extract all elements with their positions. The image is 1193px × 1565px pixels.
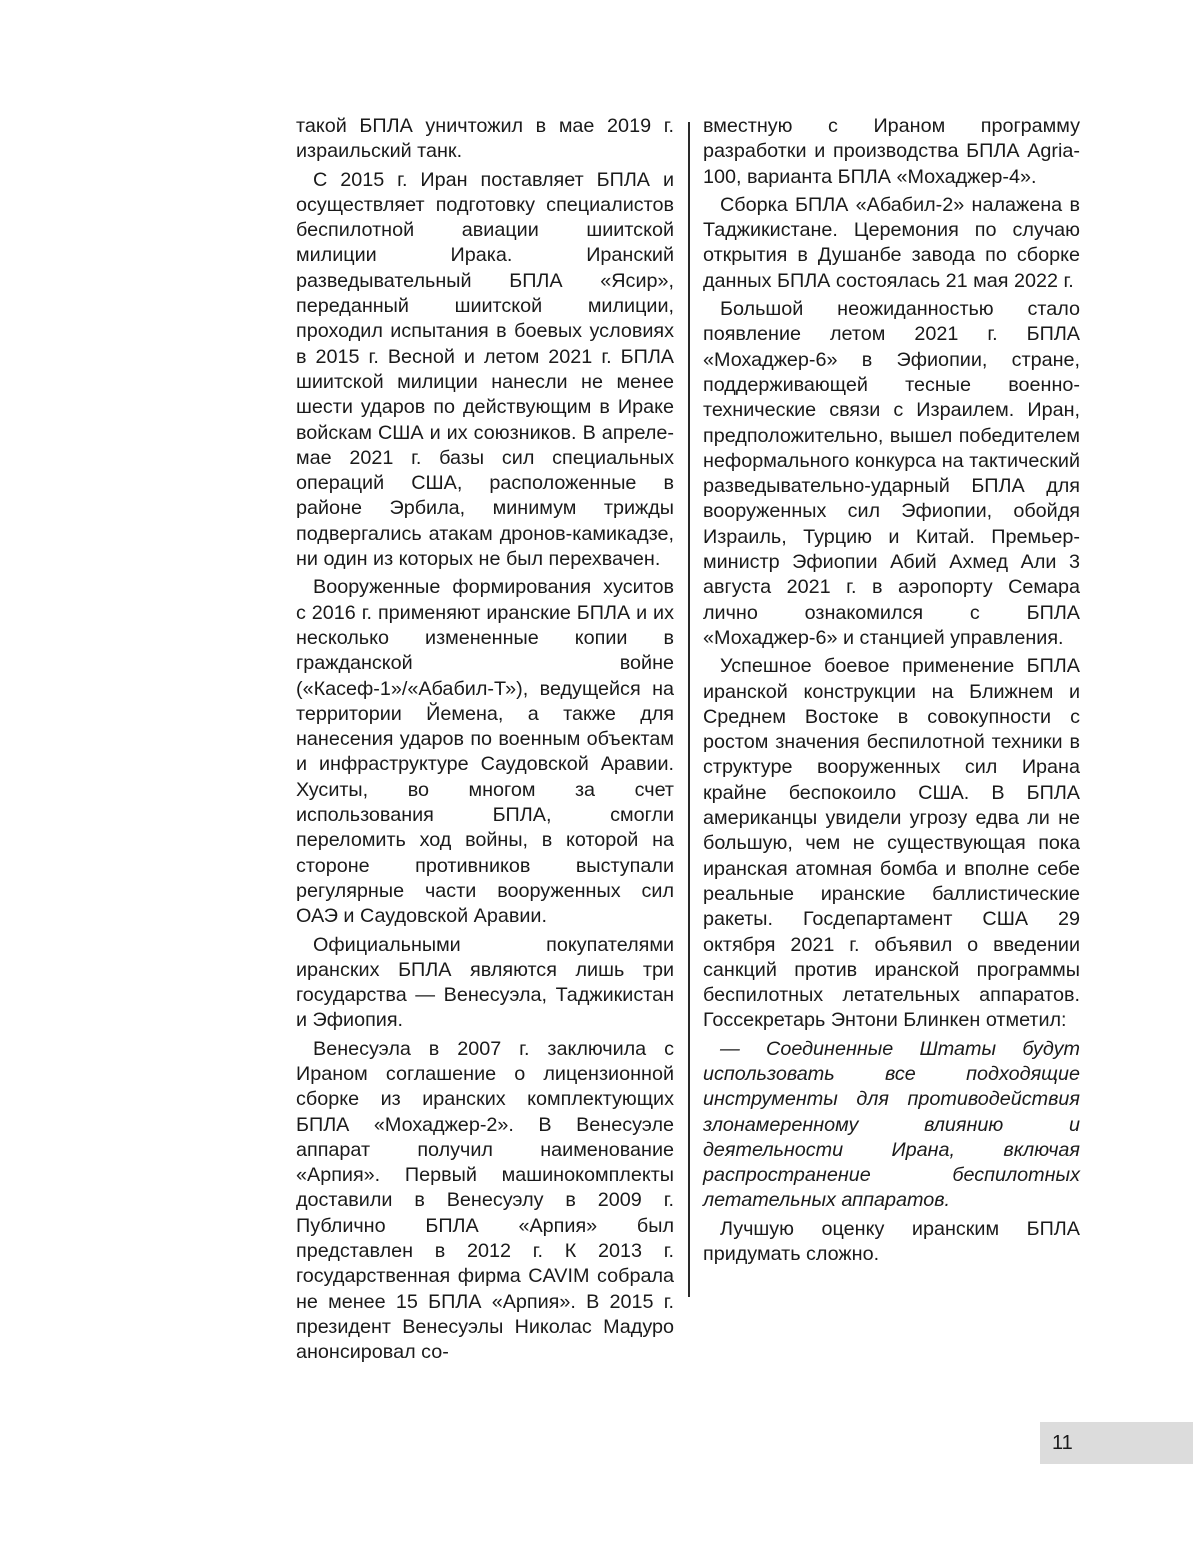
paragraph: Сборка БПЛА «Абабил-2» налажена в Таджикистане. Церемония по случаю открытия в Душанбе завода по сборке данных БПЛА состоялась 21 мая 2022 г.	[703, 193, 1080, 292]
right-text-column	[703, 114, 1080, 1270]
paragraph: Венесуэла в 2007 г. заключила с Ираном соглашение о лицензионной сборке из иранских комплектующих БПЛА «Мохаджер-2». В Венесуэле аппарат получил наименование «Арпия». Первый машинокомплекты доставили в Венесуэлу в 2009 г. Публично БПЛА «Арпия» был представлен в 2012 г. К 2013 г. государственная фирма CAVIM собрала не менее 15 БПЛА «Арпия». В 2015 г. президент Венесуэлы Николас Мадуро анонсировал со-	[296, 1037, 674, 1364]
column-divider	[688, 122, 690, 1297]
paragraph: вместную с Ираном программу разработки и производства БПЛА Agria-100, варианта БПЛА «Мохаджер-4».	[703, 115, 1080, 188]
paragraph: Большой неожиданностью стало появление летом 2021 г. БПЛА «Мохаджер-6» в Эфиопии, стране, поддерживающей тесные военно-технические связи с Израилем. Иран, предположительно, вышел победителем неформального конкурса на тактический разведывательно-ударный БПЛА для вооруженных сил Эфиопии, обойдя Израиль, Турцию и Китай. Премьер-министр Эфиопии Абий Ахмед Али 3 августа 2021 г. в аэропорту Семара лично ознакомился с БПЛА «Мохаджер-6» и станцией управления.	[703, 298, 1080, 649]
paragraph: С 2015 г. Иран поставляет БПЛА и осуществляет подготовку специалистов беспилотной авиации шиитской милиции Ирака. Иранский разведывательный БПЛА «Ясир», переданный шиитской милиции, проходил испытания в боевых условиях в 2015 г. Весной и летом 2021 г. БПЛА шиитской милиции нанесли не менее шести ударов по действующим в Ираке войскам США и их союзников. В апреле-мае 2021 г. базы сил специальных операций США, расположенные в районе Эрбила, минимум трижды подвергались атакам дронов-камикадзе, ни один из которых не был перехвачен.	[296, 168, 674, 571]
left-text-column	[296, 114, 674, 1369]
page-number-tab	[1040, 1422, 1193, 1464]
paragraph: такой БПЛА уничтожил в мае 2019 г. израильский танк.	[296, 115, 674, 163]
quote-paragraph: — Соединенные Штаты будут использовать все подходящие инструменты для противодействия злонамеренному влиянию и деятельности Ирана, включая распространение беспилотных летательных аппаратов.	[703, 1037, 1080, 1212]
page-number: 11	[1052, 1432, 1073, 1454]
paragraph: Успешное боевое применение БПЛА иранской конструкции на Ближнем и Среднем Востоке в совокупности с ростом значения беспилотной техники в структуре вооруженных сил Ирана крайне беспокоило США. В БПЛА американцы увидели угрозу едва ли не большую, чем не существующая пока иранская атомная бомба и вполне себе реальные иранские баллистические ракеты. Госдепартамент США 29 октября 2021 г. объявил о введении санкций против иранской программы беспилотных летательных аппаратов. Госсекретарь Энтони Блинкен отметил:	[703, 655, 1080, 1032]
paragraph: Официальными покупателями иранских БПЛА являются лишь три государства — Венесуэла, Таджикистан и Эфиопия.	[296, 933, 674, 1032]
paragraph: Лучшую оценку иранским БПЛА придумать сложно.	[703, 1217, 1080, 1266]
paragraph: Вооруженные формирования хуситов с 2016 г. применяют иранские БПЛА и их несколько измененные копии в гражданской войне («Касеф-1»/«Абабил-Т»), ведущейся на территории Йемена, а также для нанесения ударов по военным объектам и инфраструктуре Саудовской Аравии. Хуситы, во многом за счет использования БПЛА, смогли переломить ход войны, в которой на стороне противников выступали регулярные части вооруженных сил ОАЭ и Саудовской Аравии.	[296, 576, 674, 928]
